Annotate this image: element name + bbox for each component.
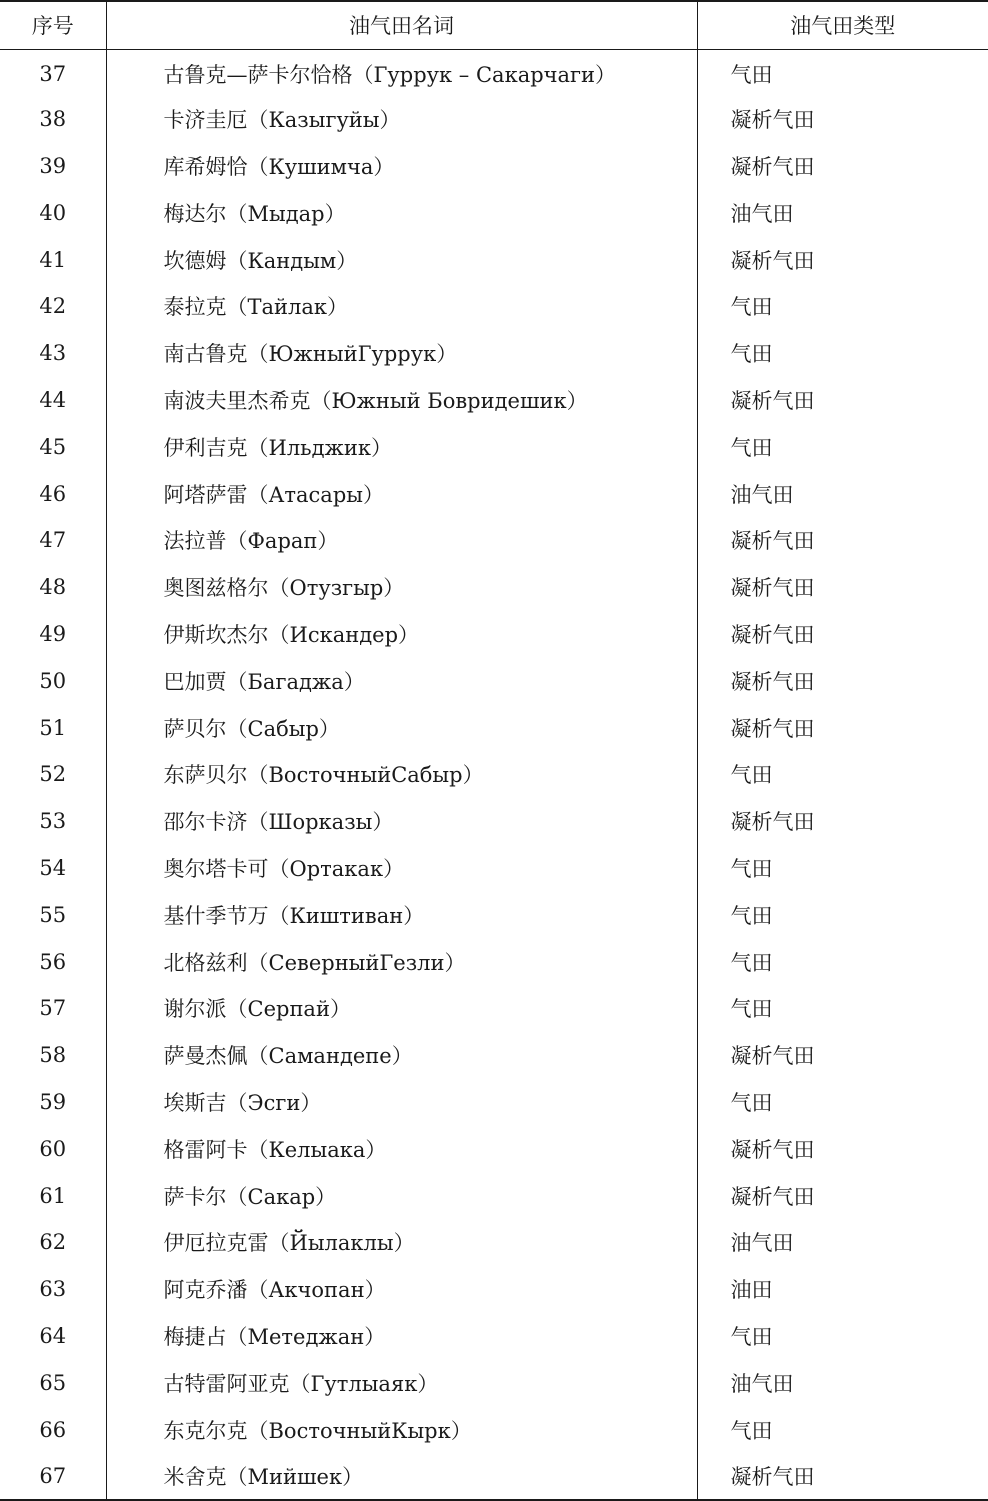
row-number: 48 [0, 564, 106, 611]
row-number: 64 [0, 1313, 106, 1360]
table-row [0, 564, 988, 611]
row-number: 44 [0, 377, 106, 424]
row-number: 41 [0, 236, 106, 283]
field-type: 凝析气田 [730, 1464, 815, 1489]
field-name: 阿克乔潘（Акчопан） [106, 1266, 697, 1313]
field-name: 北格兹利（СеверныйГезли） [106, 938, 697, 985]
field-name: 库希姆恰（Кушимча） [106, 143, 697, 190]
row-number: 58 [0, 1032, 106, 1079]
row-number: 53 [0, 798, 106, 845]
field-type: 气田 [730, 435, 773, 460]
field-name: 奥尔塔卡可（Ортакак） [106, 845, 697, 892]
table-row [0, 1079, 988, 1126]
field-name: 格雷阿卡（Келыака） [106, 1125, 697, 1172]
row-number: 55 [0, 891, 106, 938]
field-type: 气田 [730, 1418, 773, 1443]
field-name: 泰拉克（Тайлак） [106, 283, 697, 330]
field-name: 基什季节万（Киштиван） [106, 891, 697, 938]
field-name: 伊斯坎杰尔（Искандер） [106, 611, 697, 658]
field-name: 法拉普（Фарап） [106, 517, 697, 564]
row-number: 51 [0, 704, 106, 751]
field-type: 凝析气田 [730, 529, 815, 554]
row-number: 43 [0, 330, 106, 377]
row-number: 61 [0, 1172, 106, 1219]
table-row [0, 96, 988, 143]
field-type: 油气田 [730, 201, 794, 226]
field-name: 梅捷占（Метеджан） [106, 1313, 697, 1360]
table-row [0, 189, 988, 236]
field-type: 凝析气田 [730, 388, 815, 413]
table-row [0, 143, 988, 190]
field-name: 坎德姆（Кандым） [106, 236, 697, 283]
row-number: 47 [0, 517, 106, 564]
table-row [0, 704, 988, 751]
row-number: 60 [0, 1125, 106, 1172]
field-type: 气田 [730, 903, 773, 928]
field-name: 卡济圭厄（Казыгуйы） [106, 96, 697, 143]
field-name: 谢尔派（Серпай） [106, 985, 697, 1032]
table-row [0, 517, 988, 564]
field-name: 东萨贝尔（ВосточныйСабыр） [106, 751, 697, 798]
field-type: 气田 [730, 295, 773, 320]
row-number: 45 [0, 423, 106, 470]
field-type: 油田 [730, 1278, 773, 1303]
row-number: 65 [0, 1359, 106, 1406]
field-name: 东克尔克（ВосточныйКырк） [106, 1406, 697, 1453]
table-row [0, 1313, 988, 1360]
field-type: 气田 [730, 950, 773, 975]
column-header-field-type: 油气田类型 [697, 1, 988, 49]
table-row [0, 377, 988, 424]
field-name: 伊厄拉克雷（Йылаклы） [106, 1219, 697, 1266]
row-number: 52 [0, 751, 106, 798]
table-row [0, 283, 988, 330]
field-name: 米舍克（Мийшек） [106, 1453, 697, 1500]
field-name: 萨曼杰佩（Самандепе） [106, 1032, 697, 1079]
field-type: 凝析气田 [730, 248, 815, 273]
field-name: 梅达尔（Мыдар） [106, 189, 697, 236]
field-type: 油气田 [730, 1371, 794, 1396]
table-row [0, 1406, 988, 1453]
field-type: 凝析气田 [730, 576, 815, 601]
field-type: 气田 [730, 1090, 773, 1115]
row-number: 67 [0, 1453, 106, 1500]
field-type: 凝析气田 [730, 108, 815, 133]
field-type: 凝析气田 [730, 622, 815, 647]
table-body [0, 49, 988, 1500]
row-number: 46 [0, 470, 106, 517]
field-type: 凝析气田 [730, 1184, 815, 1209]
table-row [0, 891, 988, 938]
row-number: 40 [0, 189, 106, 236]
table-row [0, 1359, 988, 1406]
field-name: 萨贝尔（Сабыр） [106, 704, 697, 751]
row-number: 39 [0, 143, 106, 190]
table-row [0, 49, 988, 96]
row-number: 56 [0, 938, 106, 985]
table-row [0, 470, 988, 517]
row-number: 57 [0, 985, 106, 1032]
table-row [0, 751, 988, 798]
row-number: 49 [0, 611, 106, 658]
field-type: 油气田 [730, 1231, 794, 1256]
field-type: 气田 [730, 1324, 773, 1349]
row-number: 50 [0, 657, 106, 704]
field-type: 气田 [730, 856, 773, 881]
row-number: 37 [0, 49, 106, 96]
field-type: 气田 [730, 342, 773, 367]
field-name: 萨卡尔（Сакар） [106, 1172, 697, 1219]
table-row [0, 1032, 988, 1079]
row-number: 66 [0, 1406, 106, 1453]
field-type: 气田 [730, 997, 773, 1022]
field-name: 奥图兹格尔（Отузгыр） [106, 564, 697, 611]
table-row [0, 423, 988, 470]
row-number: 63 [0, 1266, 106, 1313]
field-type: 油气田 [730, 482, 794, 507]
field-name: 阿塔萨雷（Атасары） [106, 470, 697, 517]
table-row [0, 845, 988, 892]
field-type: 凝析气田 [730, 1044, 815, 1069]
table-row [0, 938, 988, 985]
field-type: 气田 [730, 763, 773, 788]
field-name: 邵尔卡济（Шорказы） [106, 798, 697, 845]
field-type: 气田 [730, 62, 773, 87]
table-row [0, 1172, 988, 1219]
field-name: 南古鲁克（ЮжныйГуррук） [106, 330, 697, 377]
field-type: 凝析气田 [730, 669, 815, 694]
field-type: 凝析气田 [730, 154, 815, 179]
row-number: 62 [0, 1219, 106, 1266]
field-name: 伊利吉克（Ильджик） [106, 423, 697, 470]
field-name: 古特雷阿亚克（Гутлыаяк） [106, 1359, 697, 1406]
row-number: 38 [0, 96, 106, 143]
row-number: 54 [0, 845, 106, 892]
field-type: 凝析气田 [730, 716, 815, 741]
table-row [0, 1453, 988, 1500]
field-type: 凝析气田 [730, 810, 815, 835]
table-row [0, 1219, 988, 1266]
table-row [0, 798, 988, 845]
table-row [0, 236, 988, 283]
row-number: 59 [0, 1079, 106, 1126]
table-row [0, 657, 988, 704]
field-name: 南波夫里杰希克（Южный Бовридешик） [106, 377, 697, 424]
field-name: 埃斯吉（Эсги） [106, 1079, 697, 1126]
table-row [0, 1266, 988, 1313]
table-row [0, 985, 988, 1032]
column-header-field-name: 油气田名词 [106, 1, 697, 49]
table-row [0, 1125, 988, 1172]
field-name: 古鲁克—萨卡尔恰格（Гуррук – Сакарчаги） [106, 49, 697, 96]
column-header-number: 序号 [0, 1, 106, 49]
field-name: 巴加贾（Багаджа） [106, 657, 697, 704]
table-row [0, 611, 988, 658]
table-row [0, 330, 988, 377]
row-number: 42 [0, 283, 106, 330]
field-type: 凝析气田 [730, 1137, 815, 1162]
table-header-row [0, 1, 988, 49]
